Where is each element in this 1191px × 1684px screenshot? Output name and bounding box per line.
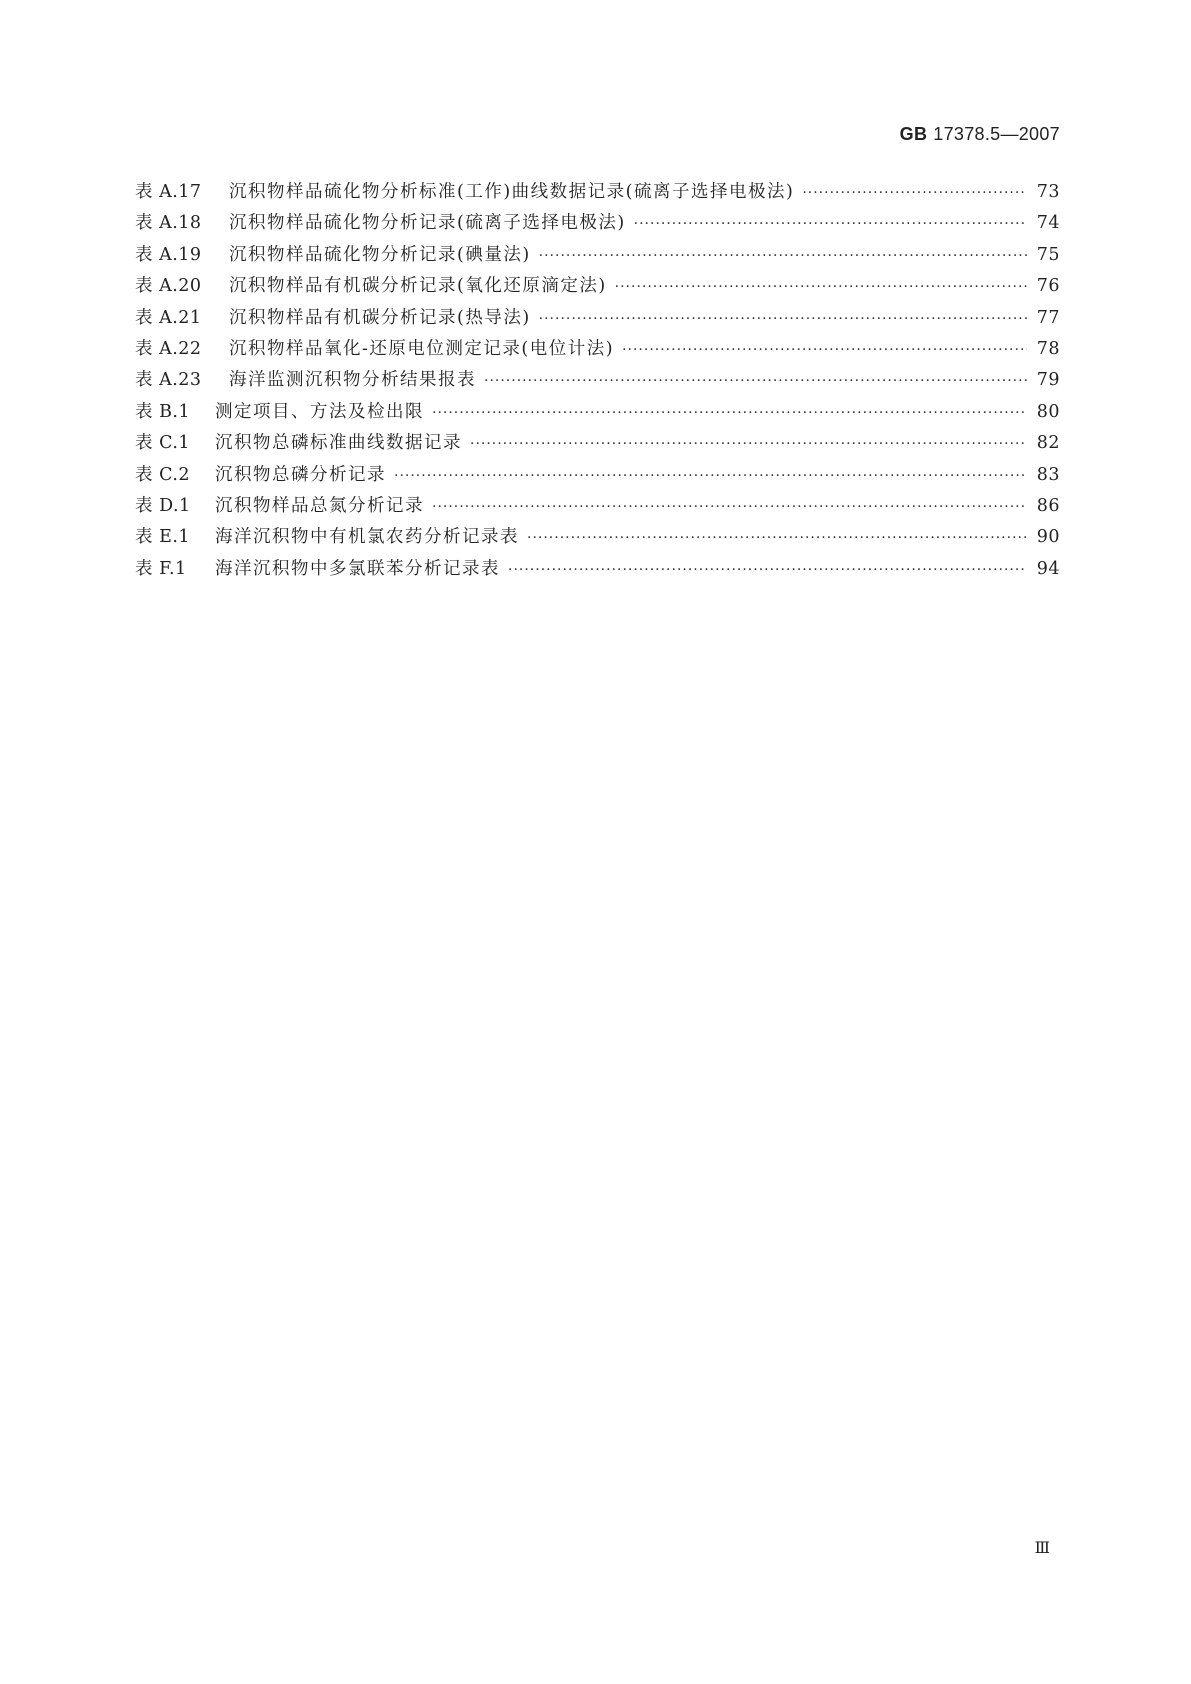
toc-entry-title: 海洋沉积物中有机氯农药分析记录表: [215, 527, 519, 548]
toc-entry-title: 测定项目、方法及检出限: [215, 401, 424, 422]
toc-entry-title: 海洋沉积物中多氯联苯分析记录表: [215, 558, 500, 579]
toc-entry-page: 74: [1036, 213, 1060, 234]
standard-prefix: GB: [899, 124, 928, 144]
toc-entry-label: 表 A.21: [135, 307, 202, 328]
toc-entry-title: 海洋监测沉积物分析结果报表: [229, 370, 476, 391]
toc-entry-label: 表 E.1: [135, 527, 191, 548]
toc-entry-title: 沉积物样品有机碳分析记录(热导法): [229, 307, 531, 328]
toc-entry-page: 78: [1036, 338, 1060, 359]
toc-entry-label: 表 A.20: [135, 276, 202, 297]
toc-leader-dots: [432, 405, 1027, 421]
toc-leader-dots: [432, 499, 1027, 515]
toc-entry-title: 沉积物总磷分析记录: [215, 464, 386, 485]
toc-entry-page: 83: [1036, 464, 1060, 485]
toc-leader-dots: [615, 279, 1027, 295]
toc-entry[interactable]: [135, 523, 1060, 554]
toc-entry-page: 86: [1036, 495, 1060, 516]
toc-entry-page: 73: [1036, 182, 1060, 202]
toc-leader-dots: [622, 342, 1027, 358]
page-number: Ⅲ: [1034, 1538, 1050, 1557]
toc-leader-dots: [539, 248, 1027, 264]
toc-entry-page: 90: [1036, 527, 1060, 548]
toc-entry[interactable]: [135, 398, 1060, 429]
toc-leader-dots: [634, 216, 1027, 232]
toc-leader-dots: [394, 468, 1027, 484]
toc-entry[interactable]: [135, 272, 1060, 303]
toc-leader-dots: [484, 373, 1027, 389]
toc-leader-dots: [539, 311, 1027, 327]
toc-leader-dots: [508, 562, 1027, 578]
toc-entry-label: 表 C.2: [135, 464, 191, 485]
toc-entry[interactable]: [135, 304, 1060, 335]
toc-leader-dots: [802, 185, 1026, 201]
toc-entry-title: 沉积物样品硫化物分析记录(硫离子选择电极法): [229, 213, 626, 234]
toc-entry[interactable]: [135, 555, 1060, 586]
toc-entry-title: 沉积物样品总氮分析记录: [215, 495, 424, 516]
toc-entry[interactable]: [135, 335, 1060, 366]
toc-entry-label: 表 B.1: [135, 401, 191, 422]
toc-entry-page: 76: [1036, 276, 1060, 297]
toc-entry-label: 表 D.1: [135, 495, 191, 516]
toc-entry-page: 80: [1036, 401, 1060, 422]
toc-entry-label: 表 A.19: [135, 244, 202, 265]
toc-leader-dots: [470, 436, 1027, 452]
toc-entry[interactable]: [135, 461, 1060, 492]
toc-leader-dots: [527, 530, 1027, 546]
table-of-contents: [135, 178, 1060, 586]
toc-entry-page: 94: [1036, 558, 1060, 579]
toc-entry-page: 82: [1036, 433, 1060, 454]
toc-entry[interactable]: [135, 241, 1060, 272]
standard-number: 17378.5—2007: [933, 124, 1060, 144]
toc-entry-label: 表 A.17: [135, 182, 202, 202]
standard-number-header: [900, 124, 1060, 145]
toc-entry[interactable]: [135, 366, 1060, 397]
toc-entry-page: 79: [1036, 370, 1060, 391]
toc-entry-title: 沉积物样品氧化-还原电位测定记录(电位计法): [229, 338, 615, 359]
toc-entry-label: 表 C.1: [135, 433, 191, 454]
toc-entry-label: 表 F.1: [135, 558, 187, 579]
toc-entry[interactable]: [135, 209, 1060, 240]
toc-entry-page: 77: [1036, 307, 1060, 328]
toc-entry-label: 表 A.18: [135, 213, 202, 234]
toc-entry-label: 表 A.23: [135, 370, 202, 391]
toc-entry-label: 表 A.22: [135, 338, 202, 359]
toc-entry-title: 沉积物总磷标准曲线数据记录: [215, 433, 462, 454]
toc-entry-title: 沉积物样品硫化物分析标准(工作)曲线数据记录(硫离子选择电极法): [229, 182, 795, 202]
toc-entry[interactable]: [135, 429, 1060, 460]
toc-entry-page: 75: [1036, 244, 1060, 265]
toc-entry[interactable]: [135, 492, 1060, 523]
toc-entry[interactable]: [135, 178, 1060, 209]
toc-entry-title: 沉积物样品有机碳分析记录(氧化还原滴定法): [229, 276, 607, 297]
toc-entry-title: 沉积物样品硫化物分析记录(碘量法): [229, 244, 531, 265]
